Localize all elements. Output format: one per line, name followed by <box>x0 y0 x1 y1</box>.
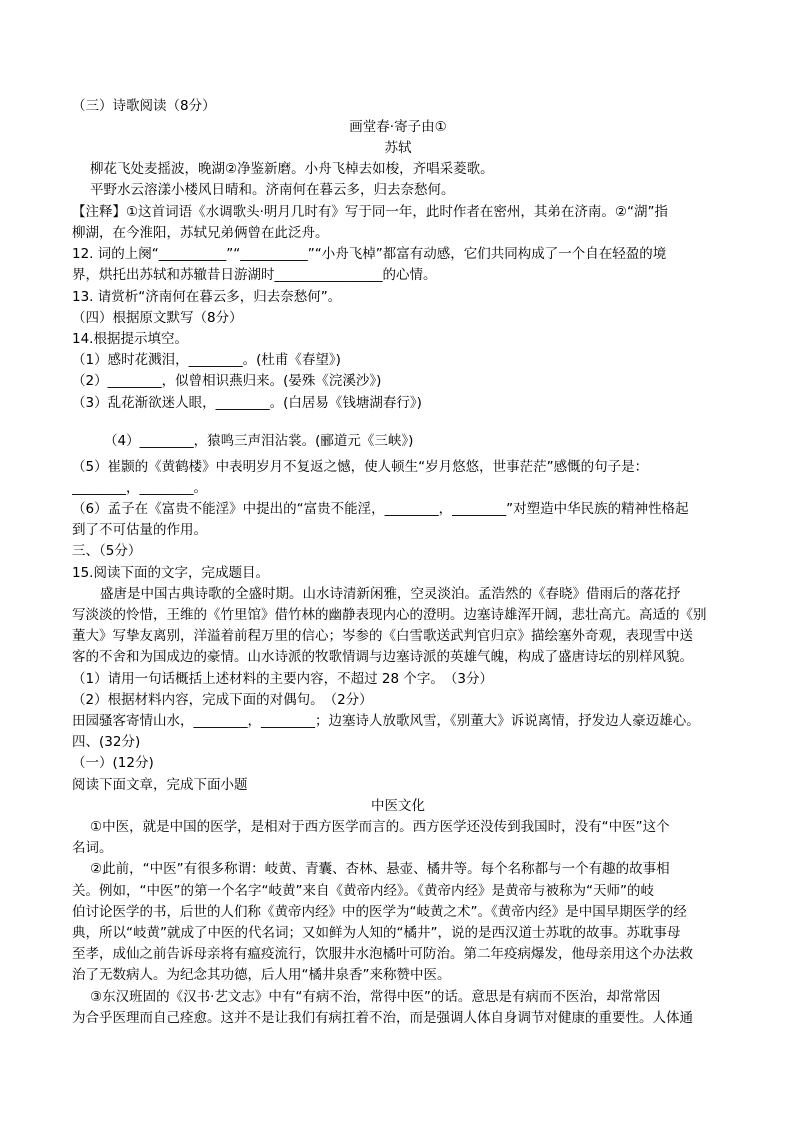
article-paragraph: 治了无数病人。为纪念其功德，后人用“橘井泉香”来称赞中医。 <box>72 967 451 983</box>
question-12: 界，烘托出苏轼和苏辙昔日游湖时________________的心情。 <box>72 267 437 283</box>
question-14-item: （3）乱花渐欲迷人眼，________。(白居易《钱塘湖春行》) <box>72 395 422 411</box>
question-14-item: （1）感时花溅泪，________。(杜甫《春望》) <box>72 352 341 368</box>
article-paragraph: 为合乎医理而自己痊愈。这并不是让我们有病扛着不治，而是强调人体自身调节对健康的重要性。人体通 <box>72 1010 693 1026</box>
question-15: 15.阅读下面的文字，完成题目。 <box>72 565 269 581</box>
question-13: 13. 请赏析“济南何在暮云多，归去奈愁何”。 <box>72 289 342 305</box>
poem-line: 柳花飞处麦摇波，晚湖②净鉴新磨。小舟飞棹去如梭，齐唱采菱歌。 <box>90 161 494 177</box>
article-paragraph: 至孝，成仙之前告诉母亲将有瘟疫流行，饮服井水泡橘叶可防治。第二年疫病爆发，他母亲用这个办法救 <box>72 946 693 962</box>
question-14-item: （2）________，似曾相识燕归来。(晏殊《浣溪沙》) <box>72 373 382 389</box>
subsection-heading: （一）(12分) <box>72 755 154 771</box>
article-paragraph: 名词。 <box>72 840 113 856</box>
couplet-line: 田园骚客寄情山水，________，________；边塞诗人放歌风雪，《别董大》诉说离情，抒发边人豪迈雄心。 <box>72 713 700 729</box>
question-14-item: ________，________。 <box>72 480 207 496</box>
question-14-item: 到了不可估量的作用。 <box>72 522 207 538</box>
passage-text: 盛唐是中国古典诗歌的全盛时期。山水诗清新闲雅，空灵淡泊。孟浩然的《春晓》借雨后的落花抒 <box>100 586 681 602</box>
passage-text: 客的不舍和为国成边的豪情。山水诗派的牧歌情调与边塞诗派的英雄气魄，构成了盛唐诗坛的别样风貌。 <box>72 649 693 665</box>
question-15-2: （2）根据材料内容，完成下面的对偶句。 （2分） <box>72 692 373 708</box>
article-title: 中医文化 <box>371 798 425 814</box>
question-12: 12. 词的上阕“__________”“__________”“小舟飞棹”都富有动感，它们共同构成了一个自在轻盈的境 <box>72 246 667 262</box>
poem-author: 苏轼 <box>384 140 412 156</box>
passage-text: 董大》写挚友离别，洋溢着前程万里的信心；岑参的《白雪歌送武判官归京》描绘塞外奇观，表现雪中送 <box>72 628 693 644</box>
article-paragraph: 典，所以“岐黄”就成了中医的代名词；又如鲜为人知的“橘井”，说的是西汉道士苏耽的故事。苏耽事母 <box>72 925 681 941</box>
question-14-item: （5）崔颢的《黄鹤楼》中表明岁月不复返之憾，使人顿生“岁月悠悠，世事茫茫”感慨的句子是： <box>72 459 649 475</box>
question-14: 14.根据提示填空。 <box>72 331 188 347</box>
question-14-item: （4）________，猿鸣三声泪沾裳。(郦道元《三峡》) <box>104 433 414 449</box>
annotation-text: 【注释】①这首词语《水调歌头·明月几时有》写于同一年，此时作者在密州，其弟在济南。②“湖”指 <box>72 204 668 220</box>
question-14-item: （6）孟子在《富贵不能淫》中提出的“富贵不能淫，________，________”对塑造中华民族的精神性格起 <box>72 501 689 517</box>
annotation-text: 柳湖，在今淮阳，苏轼兄弟俩曾在此泛舟。 <box>72 225 329 241</box>
section-heading-three: 三、（5分） <box>72 543 142 559</box>
poem-title: 画堂春·寄子由① <box>349 119 447 135</box>
section-heading-four: 四、(32分) <box>72 734 141 750</box>
passage-text: 写淡淡的怜惜，王维的《竹里馆》借竹林的幽静表现内心的澄明。边塞诗雄浑开阔，悲壮高亢。高适的《别 <box>72 607 707 623</box>
poem-line: 平野水云溶漾小楼风日晴和。济南何在暮云多，归去奈愁何。 <box>90 182 455 198</box>
article-paragraph: ③东汉班固的《汉书·艺文志》中有“有病不治，常得中医”的话。意思是有病而不医治，却常常因 <box>90 989 661 1005</box>
article-paragraph: ①中医，就是中国的医学，是相对于西方医学而言的。西方医学还没传到我国时，没有“中医”这个 <box>90 819 670 835</box>
question-15-1: （1）请用一句话概括上述材料的主要内容，不超过 28 个字。 （3分） <box>72 671 493 687</box>
section-heading-dictation: （四）根据原文默写（8分） <box>72 310 243 326</box>
article-paragraph: ②此前，“中医”有很多称谓：岐黄、青囊、杏林、悬壶、橘井等。每个名称都与一个有趣的故事相 <box>90 861 670 877</box>
instruction-text: 阅读下面文章，完成下面小题 <box>72 777 248 793</box>
section-heading-poetry: （三）诗歌阅读（8分） <box>72 98 216 114</box>
article-paragraph: 伯讨论医学的书，后世的人们称《黄帝内经》中的医学为“岐黄之术”。《黄帝内经》是中国早期医学的经 <box>72 904 687 920</box>
article-paragraph: 关。例如，“中医”的第一个名字“岐黄”来自《黄帝内经》。《黄帝内经》是黄帝与被称为“天师”的岐 <box>72 883 654 899</box>
